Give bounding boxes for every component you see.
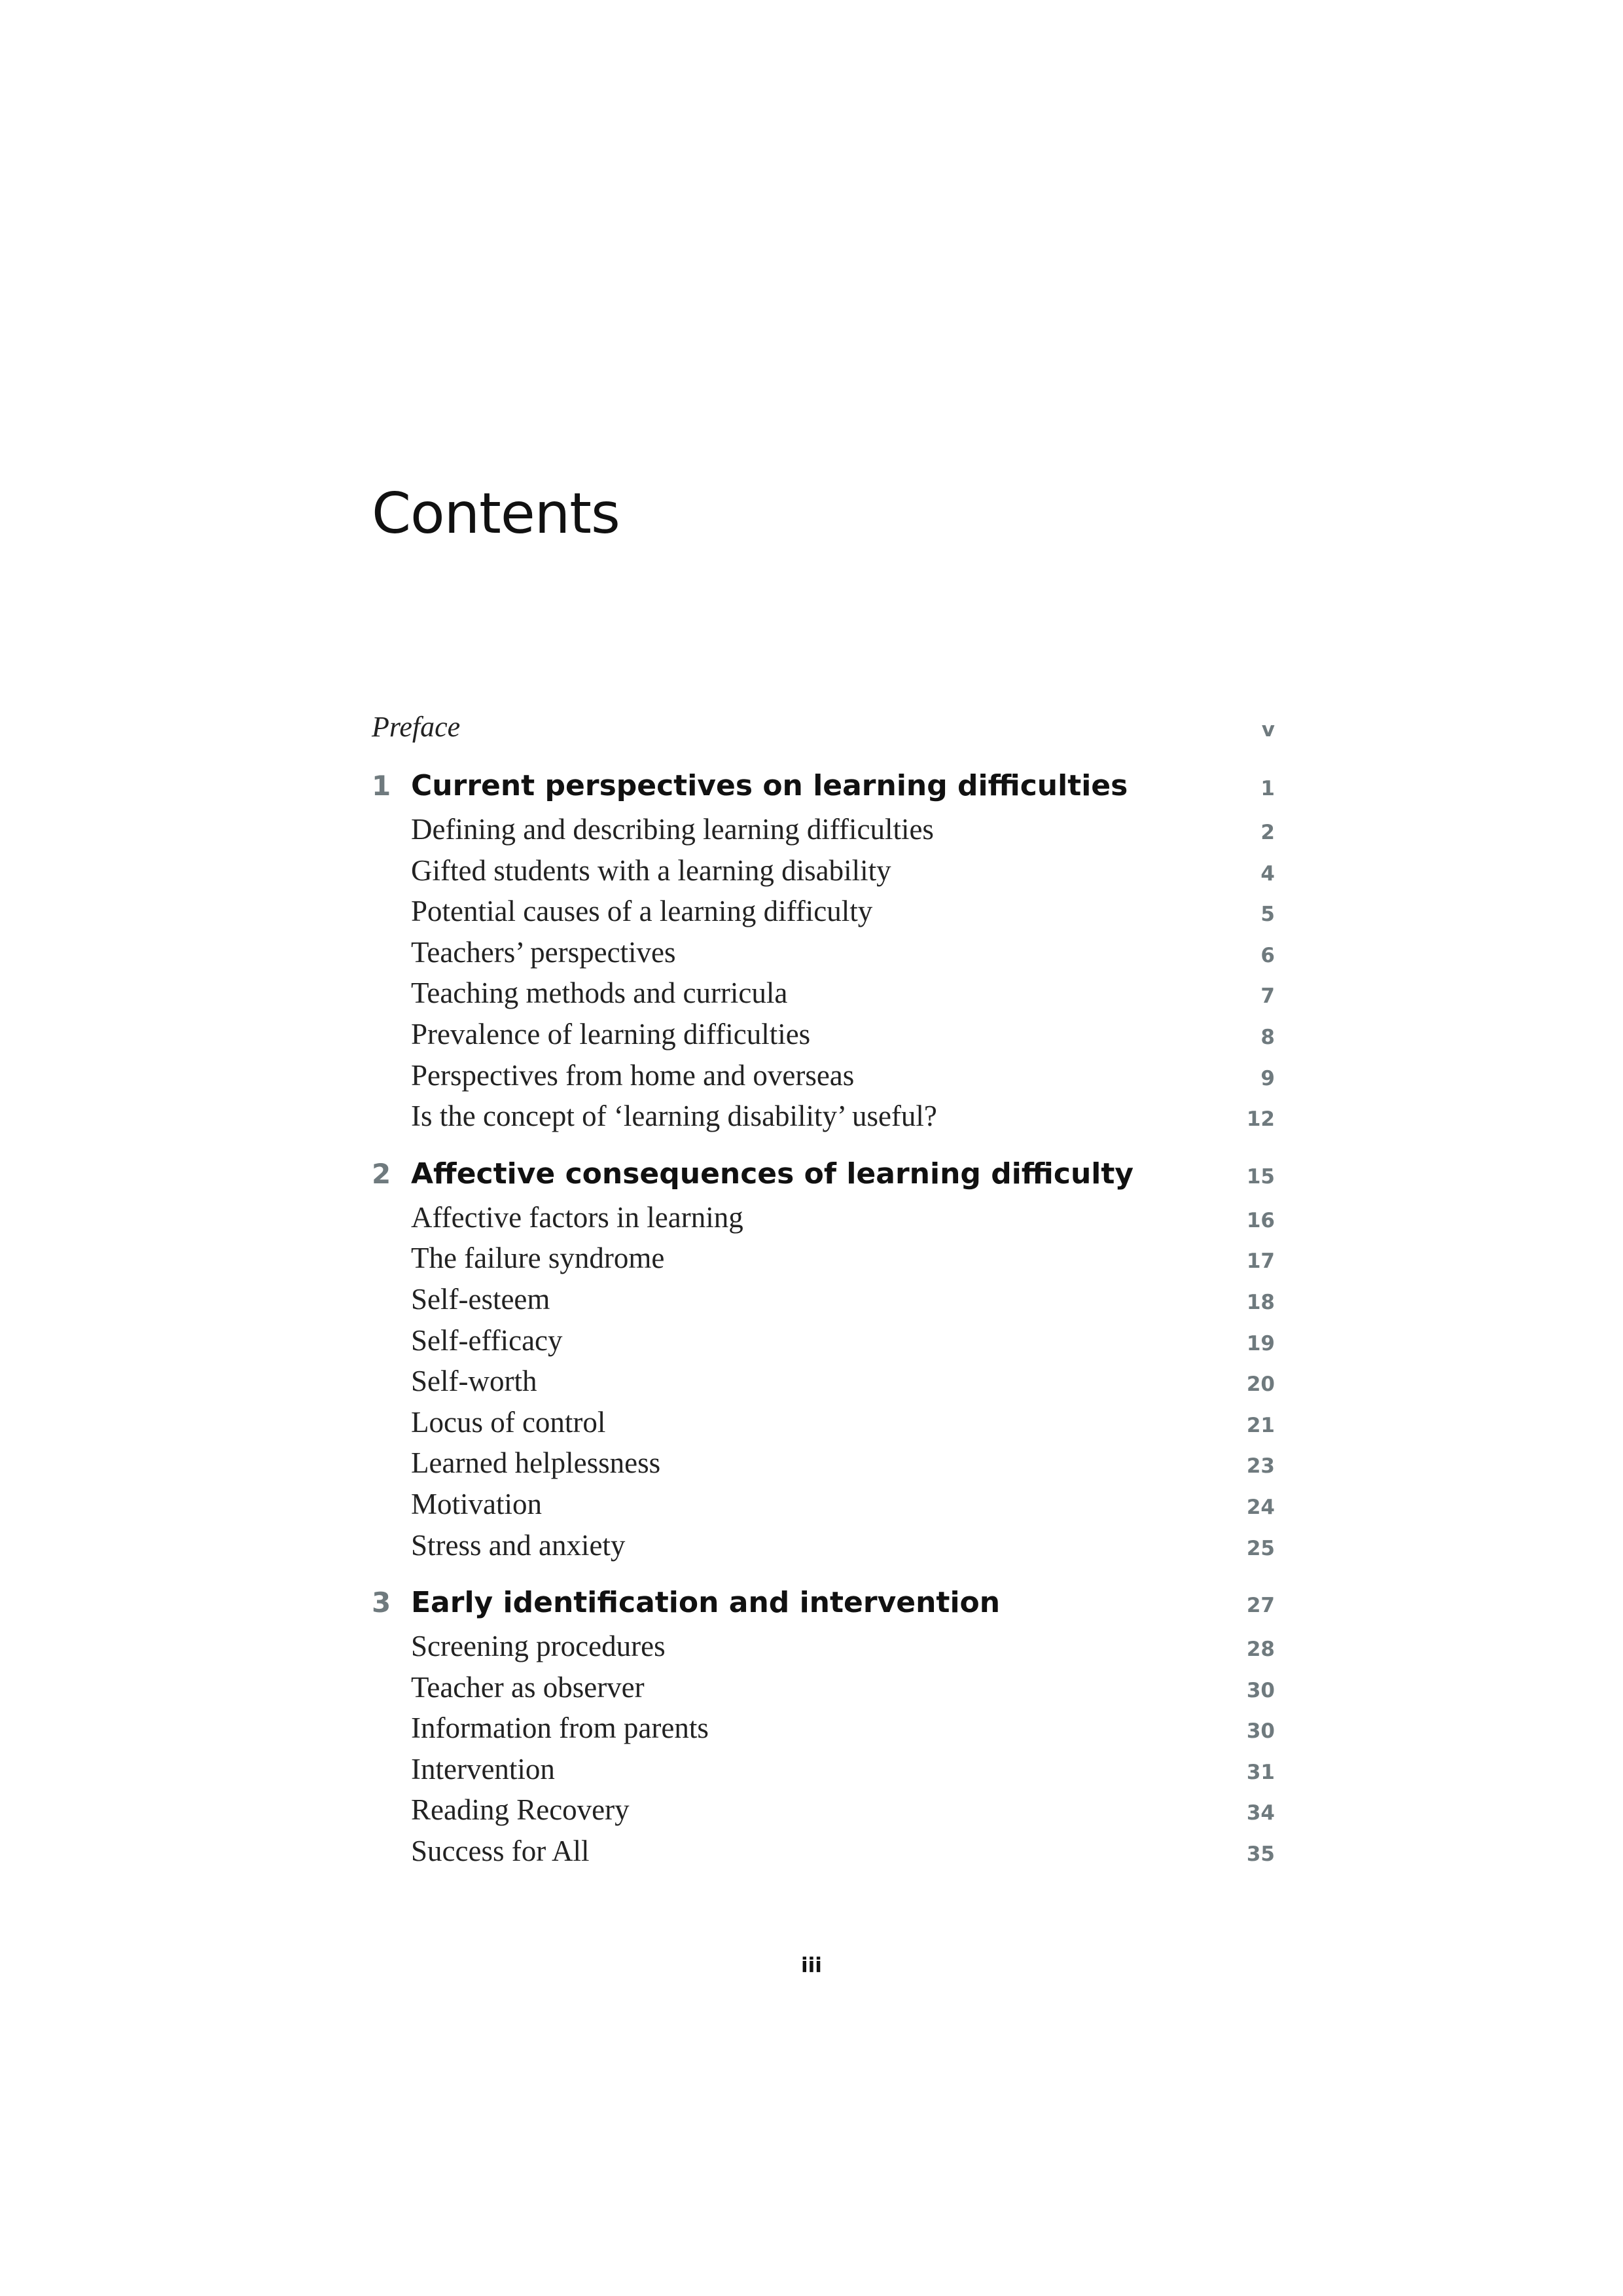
toc-entry-title: Teacher as observer — [411, 1670, 645, 1704]
toc-entry[interactable] — [372, 1099, 1275, 1140]
toc-chapter-number: 2 — [372, 1157, 391, 1190]
toc-entry-page: 30 — [1246, 1678, 1275, 1702]
toc-entry-title: Teaching methods and curricula — [411, 977, 788, 1010]
toc-entry-title: Is the concept of ‘learning disability’ useful? — [411, 1100, 937, 1133]
toc-entry-title: Reading Recovery — [411, 1793, 630, 1827]
toc-entry-title: The failure syndrome — [411, 1242, 665, 1275]
toc-entry[interactable] — [372, 1282, 1275, 1323]
toc-entry[interactable] — [372, 853, 1275, 895]
toc-entry-page: 6 — [1260, 943, 1275, 967]
toc-entry-page: 25 — [1246, 1536, 1275, 1560]
toc-entry-title: Defining and describing learning difficulties — [411, 813, 934, 846]
toc-entry[interactable] — [372, 935, 1275, 977]
toc-entry-page: 8 — [1260, 1025, 1275, 1049]
toc-entry-title: Teachers’ perspectives — [411, 935, 676, 969]
toc-chapter-page: 15 — [1246, 1164, 1275, 1189]
toc-entry-title: Learned helplessness — [411, 1446, 661, 1480]
toc-entry-title: Information from parents — [411, 1712, 709, 1745]
toc-entry-page: 12 — [1246, 1107, 1275, 1132]
toc-entry[interactable] — [372, 1629, 1275, 1670]
toc-entry-title: Intervention — [411, 1752, 555, 1785]
toc-entry-title: Prevalence of learning difficulties — [411, 1017, 811, 1050]
toc-chapter-number: 3 — [372, 1587, 391, 1619]
toc-entry[interactable] — [372, 1058, 1275, 1100]
toc-entry-page: 18 — [1246, 1290, 1275, 1314]
toc-entry[interactable] — [372, 1364, 1275, 1405]
toc-chapter-title: Affective consequences of learning difficulty — [411, 1157, 1134, 1191]
page-title: Contents — [372, 481, 620, 547]
toc-entry-title: Success for All — [411, 1835, 590, 1868]
toc-entry-title: Stress and anxiety — [411, 1528, 626, 1562]
toc-entry-page: 21 — [1246, 1413, 1275, 1437]
toc-entry-page: 20 — [1246, 1372, 1275, 1397]
toc-preface-label: Preface — [372, 711, 461, 743]
toc-entry[interactable] — [372, 812, 1275, 853]
toc-entry[interactable] — [372, 1200, 1275, 1242]
toc-entry[interactable] — [372, 1405, 1275, 1446]
toc-chapter-number: 1 — [372, 770, 391, 802]
toc-chapter-heading — [372, 769, 1128, 802]
toc-entry-title: Self-efficacy — [411, 1323, 563, 1357]
toc-entry-title: Affective factors in learning — [411, 1200, 743, 1234]
toc-entry-page: 30 — [1246, 1719, 1275, 1744]
toc-chapter-heading-row[interactable] — [372, 1157, 1275, 1200]
toc-entry-page: 24 — [1246, 1495, 1275, 1519]
table-of-contents — [372, 710, 1275, 1892]
toc-entry-page: 7 — [1260, 984, 1275, 1009]
toc-chapter-heading-row[interactable] — [372, 769, 1275, 812]
toc-entry-title: Gifted students with a learning disability — [411, 853, 891, 887]
toc-entry-page: 5 — [1260, 903, 1275, 927]
toc-entry[interactable] — [372, 1670, 1275, 1712]
toc-entry-title: Motivation — [411, 1487, 542, 1520]
toc-entry[interactable] — [372, 894, 1275, 935]
toc-entry-page: 28 — [1246, 1638, 1275, 1662]
toc-entry-page: 34 — [1246, 1801, 1275, 1825]
toc-entry[interactable] — [372, 1834, 1275, 1875]
toc-entry[interactable] — [372, 1793, 1275, 1834]
toc-entry-title: Potential causes of a learning difficulty — [411, 895, 873, 928]
toc-entry[interactable] — [372, 976, 1275, 1017]
toc-entry-title: Perspectives from home and overseas — [411, 1058, 855, 1092]
toc-entry-title: Locus of control — [411, 1405, 606, 1439]
toc-preface-page: v — [1261, 718, 1275, 742]
toc-entry[interactable] — [372, 1752, 1275, 1793]
toc-entry-title: Self-worth — [411, 1365, 537, 1398]
toc-entry-page: 9 — [1260, 1066, 1275, 1090]
toc-entry-page: 35 — [1246, 1842, 1275, 1867]
toc-entry[interactable] — [372, 1528, 1275, 1570]
toc-chapter-title: Early identification and intervention — [411, 1586, 1001, 1620]
toc-chapter — [372, 1157, 1275, 1569]
toc-entry[interactable] — [372, 1017, 1275, 1058]
toc-preface-row[interactable] — [372, 710, 1275, 756]
toc-chapter-heading — [372, 1586, 1000, 1619]
toc-chapters — [372, 769, 1275, 1875]
toc-chapter-heading-row[interactable] — [372, 1586, 1275, 1629]
toc-chapter-page: 27 — [1246, 1594, 1275, 1618]
toc-entry-page: 2 — [1260, 821, 1275, 844]
toc-entry[interactable] — [372, 1487, 1275, 1528]
toc-entry-title: Screening procedures — [411, 1630, 666, 1663]
toc-chapter — [372, 1586, 1275, 1875]
toc-entry-page: 4 — [1260, 861, 1275, 886]
toc-entry[interactable] — [372, 1241, 1275, 1282]
toc-chapter — [372, 769, 1275, 1140]
toc-entry-page: 19 — [1246, 1331, 1275, 1355]
toc-entry-title: Self-esteem — [411, 1282, 550, 1316]
toc-entry[interactable] — [372, 1323, 1275, 1365]
toc-entry-page: 17 — [1246, 1249, 1275, 1274]
toc-chapter-title: Current perspectives on learning difficulties — [411, 769, 1128, 802]
toc-entry-page: 31 — [1246, 1760, 1275, 1784]
toc-chapter-page: 1 — [1260, 777, 1275, 800]
toc-chapter-heading — [372, 1157, 1133, 1191]
toc-entry-page: 16 — [1246, 1208, 1275, 1232]
toc-entry[interactable] — [372, 1446, 1275, 1487]
toc-entry[interactable] — [372, 1711, 1275, 1752]
page-number: iii — [801, 1954, 822, 1977]
toc-entry-page: 23 — [1246, 1454, 1275, 1479]
